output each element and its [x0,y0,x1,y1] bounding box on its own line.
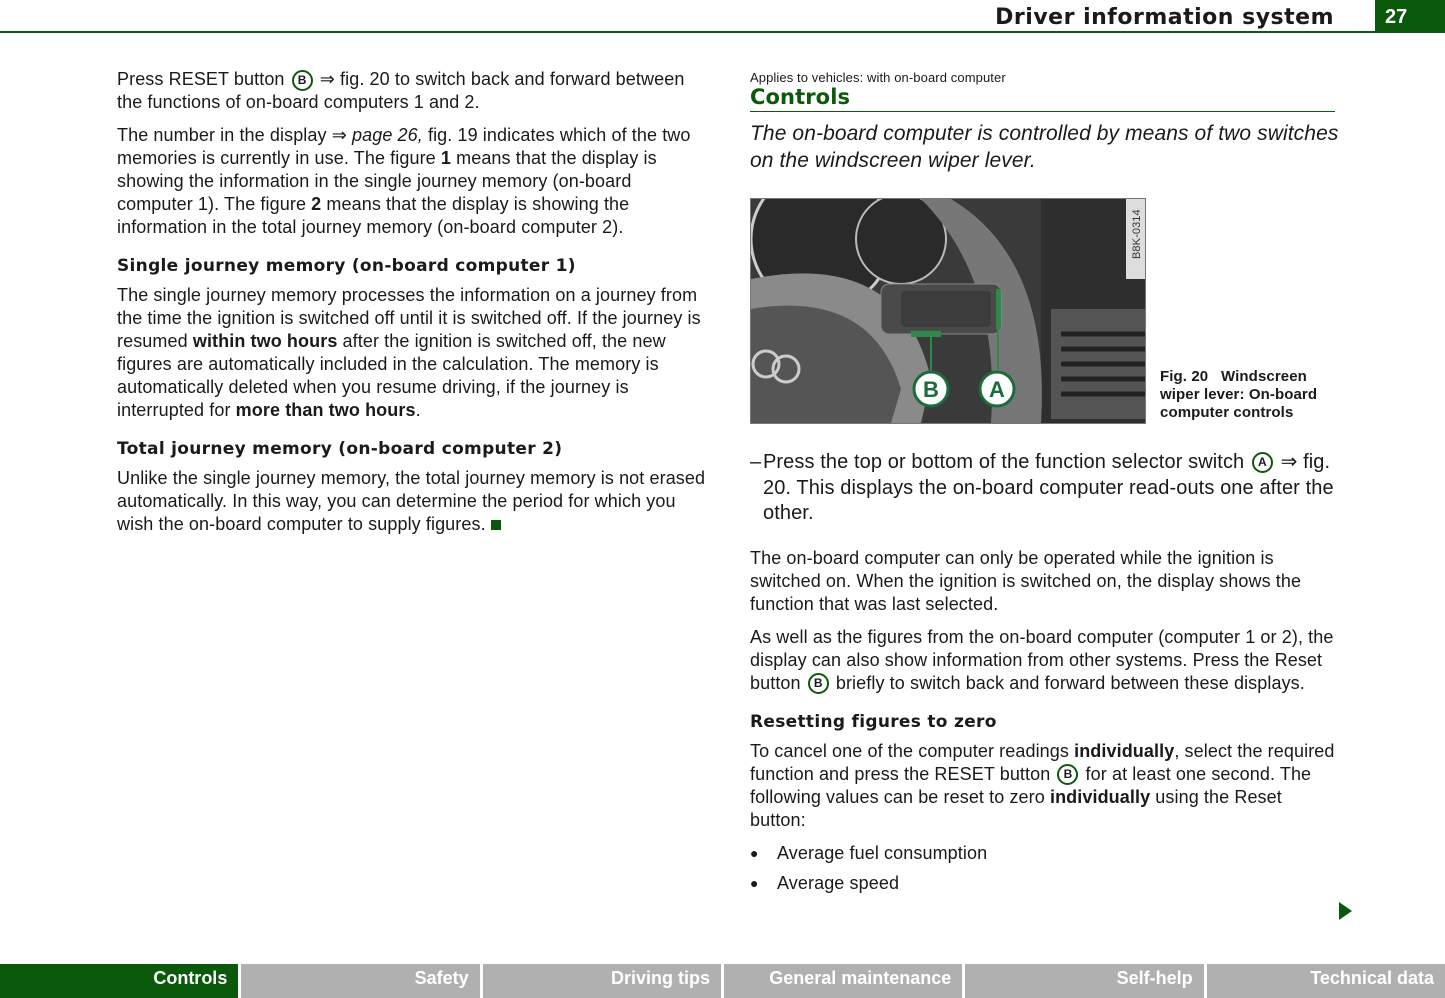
paragraph [750,626,1340,695]
text: means that the display is showing the information in the total journey memory (on-board computer 2). [117,194,630,237]
figure-code: B8K-0314 [1131,209,1143,259]
tab-general-maintenance[interactable]: General maintenance [724,964,962,998]
text: using the Reset button: [750,786,1282,830]
paragraph: The on-board computer can only be operated while the ignition is switched on. When the ignition is switched on, the display shows the function that was last selected. [750,547,1302,614]
footer-nav [0,964,1445,998]
text: The number in the display ⇒ [117,125,352,145]
list-item-text: Average speed [777,872,900,893]
list-item [750,842,1340,865]
paragraph [750,740,1340,832]
text: after the ignition is switched off, the new figures are automatically included in the calculation. The memory is automatically deleted when you resume driving, if the journey is interrupted for [117,331,666,420]
text: Press RESET button [117,69,285,89]
text: The single journey memory processes the information on a journey from the time the ignition is switched off until it is switched off. If the journey is resumed [117,285,701,351]
tab-driving-tips[interactable]: Driving tips [483,964,721,998]
text: for at least one second. The following values can be reset to zero [750,763,1312,807]
bold-text: 1 [440,148,452,168]
callout-b-ref: B [292,70,313,91]
text: Press the top or bottom of the function selector switch [762,451,1250,473]
applies-note: Applies to vehicles: with on-board computer [750,70,1006,85]
tab-self-help[interactable]: Self-help [965,964,1203,998]
bold-text: within two hours [192,331,338,351]
bold-text: individually [1049,786,1151,807]
paragraph [117,284,707,422]
callout-b-label: B [923,377,939,402]
tab-technical-data[interactable]: Technical data [1207,964,1445,998]
text: As well as the figures from the on-board computer (computer 1 or 2), the display can also show information from other systems. Press the Reset button [750,626,1334,693]
callout-b-ref: B [808,673,829,694]
heading-single-journey: Single journey memory (on-board computer 1) [117,256,576,276]
callout-a-ref: A [1252,452,1273,473]
bullet-icon: ● [750,844,759,861]
text: To cancel one of the computer readings [750,740,1075,761]
section-title: Driver information system [995,5,1334,30]
callout-b-ref: B [1057,764,1078,785]
wiper-lever-illustration [751,199,1145,423]
list-item [750,872,1340,895]
tab-safety[interactable]: Safety [241,964,479,998]
paragraph [117,467,707,536]
dash: – [750,451,762,473]
bullet-icon: ● [750,874,759,891]
paragraph [117,68,707,114]
text: , select the required function and press the RESET button [750,740,1335,784]
wiper-lever-figure [750,198,1146,424]
heading-resetting: Resetting figures to zero [750,711,997,732]
text: ⇒ fig. 20. This displays the on-board computer read-outs one after the other. [762,451,1334,524]
list-item-text: Average fuel consumption [777,842,988,863]
next-page-arrow-icon[interactable] [1339,902,1352,920]
page-link[interactable]: page 26, [352,125,423,145]
bold-text: more than two hours [235,400,416,420]
figure-caption [1160,368,1340,422]
right-column [750,68,1340,902]
page-number: 27 [1375,0,1445,33]
paragraph [117,124,707,239]
controls-title: Controls [750,86,1335,112]
text: means that the display is showing the information in the single journey memory (on-board computer 1). The figure [117,148,657,214]
bold-text: 2 [311,194,322,214]
figure-number: Fig. 20 [1160,368,1209,385]
text: fig. 19 indicates which of the two memories is currently in use. The figure [117,125,691,168]
heading-total-journey: Total journey memory (on-board computer 2) [117,439,563,459]
text: ⇒ fig. 20 to switch back and forward between the functions of on-board computers 1 and 2. [117,69,685,112]
left-column [117,68,707,546]
header-divider [0,31,1445,33]
caption-text: Windscreen wiper lever: On-board computer controls [1160,368,1318,421]
intro-text: The on-board computer is controlled by means of two switches on the windscreen wiper lever. [750,122,1339,172]
end-of-section-icon [491,520,501,530]
text: briefly to switch back and forward between these displays. [830,672,1305,693]
text: Unlike the single journey memory, the total journey memory is not erased automatically. In this way, you can determine the period for which you wish the on-board computer to supply figures. [117,468,706,534]
callout-a-label: A [989,377,1005,402]
text: . [415,400,421,420]
tab-controls[interactable]: Controls [0,964,238,998]
figure-block [750,198,1340,424]
bold-text: individually [1074,740,1175,761]
instruction-step [750,450,1340,527]
